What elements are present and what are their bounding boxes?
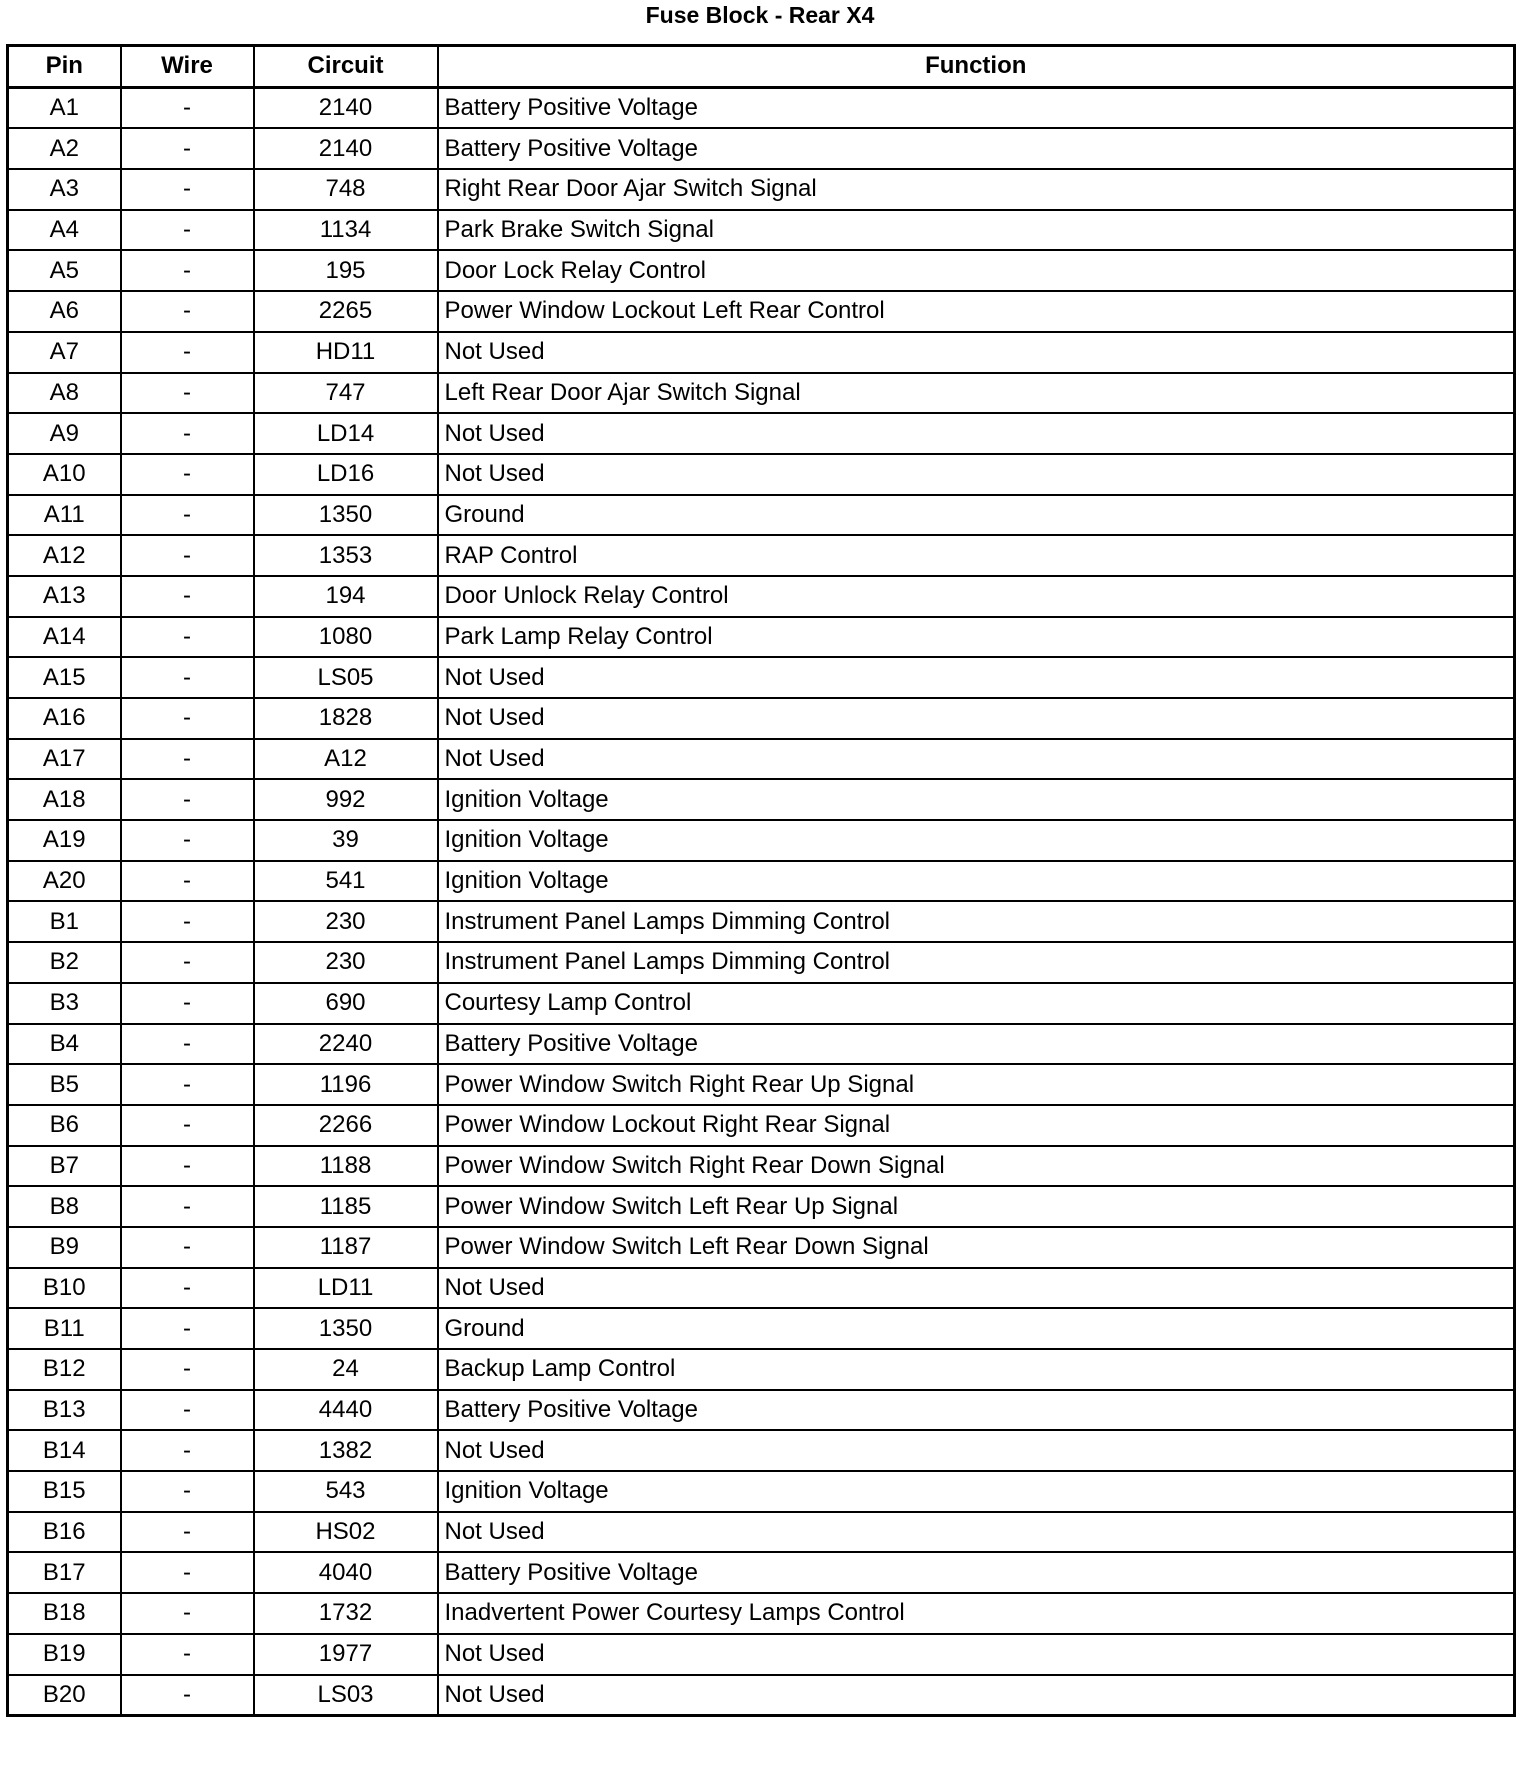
function-cell: Not Used xyxy=(438,332,1515,373)
wire-cell: - xyxy=(121,1593,254,1634)
table-row xyxy=(8,128,1515,169)
circuit-cell: 1188 xyxy=(254,1146,438,1187)
wire-cell: - xyxy=(121,495,254,536)
pin-cell: A1 xyxy=(8,87,121,128)
circuit-cell: LD14 xyxy=(254,413,438,454)
wire-cell: - xyxy=(121,1146,254,1187)
table-row xyxy=(8,332,1515,373)
function-cell: Instrument Panel Lamps Dimming Control xyxy=(438,901,1515,942)
circuit-cell: 230 xyxy=(254,942,438,983)
pin-cell: A8 xyxy=(8,373,121,414)
table-row xyxy=(8,983,1515,1024)
function-cell: Not Used xyxy=(438,1512,1515,1553)
function-cell: Not Used xyxy=(438,1430,1515,1471)
pin-cell: B19 xyxy=(8,1634,121,1675)
wire-cell: - xyxy=(121,250,254,291)
pin-cell: A12 xyxy=(8,535,121,576)
function-cell: Backup Lamp Control xyxy=(438,1349,1515,1390)
wire-cell: - xyxy=(121,373,254,414)
pin-cell: B5 xyxy=(8,1064,121,1105)
wire-cell: - xyxy=(121,128,254,169)
wire-cell: - xyxy=(121,1430,254,1471)
table-row xyxy=(8,901,1515,942)
wire-cell: - xyxy=(121,576,254,617)
function-cell: Not Used xyxy=(438,1675,1515,1716)
circuit-cell: 1185 xyxy=(254,1186,438,1227)
pin-cell: A11 xyxy=(8,495,121,536)
circuit-cell: LD11 xyxy=(254,1268,438,1309)
wire-cell: - xyxy=(121,657,254,698)
table-row xyxy=(8,861,1515,902)
pin-cell: B1 xyxy=(8,901,121,942)
function-cell: Not Used xyxy=(438,1634,1515,1675)
wire-cell: - xyxy=(121,1471,254,1512)
table-row xyxy=(8,1471,1515,1512)
wire-cell: - xyxy=(121,1024,254,1065)
function-cell: Door Unlock Relay Control xyxy=(438,576,1515,617)
function-cell: Ignition Voltage xyxy=(438,779,1515,820)
wire-cell: - xyxy=(121,87,254,128)
circuit-cell: 690 xyxy=(254,983,438,1024)
circuit-cell: 1187 xyxy=(254,1227,438,1268)
circuit-cell: 541 xyxy=(254,861,438,902)
function-cell: Park Lamp Relay Control xyxy=(438,617,1515,658)
wire-cell: - xyxy=(121,1552,254,1593)
circuit-cell: 1353 xyxy=(254,535,438,576)
pin-cell: A17 xyxy=(8,739,121,780)
function-cell: Courtesy Lamp Control xyxy=(438,983,1515,1024)
wire-cell: - xyxy=(121,820,254,861)
function-cell: Power Window Lockout Left Rear Control xyxy=(438,291,1515,332)
pin-cell: B3 xyxy=(8,983,121,1024)
table-row xyxy=(8,250,1515,291)
column-header-pin: Pin xyxy=(8,46,121,88)
pin-cell: A6 xyxy=(8,291,121,332)
function-cell: Ground xyxy=(438,1308,1515,1349)
pin-cell: B2 xyxy=(8,942,121,983)
table-body xyxy=(8,87,1515,1716)
connector-pinout-table xyxy=(6,44,1516,1717)
pin-cell: B10 xyxy=(8,1268,121,1309)
wire-cell: - xyxy=(121,1268,254,1309)
function-cell: Battery Positive Voltage xyxy=(438,1390,1515,1431)
circuit-cell: 1382 xyxy=(254,1430,438,1471)
pin-cell: B11 xyxy=(8,1308,121,1349)
table-row xyxy=(8,169,1515,210)
function-cell: RAP Control xyxy=(438,535,1515,576)
table-row xyxy=(8,413,1515,454)
function-cell: Power Window Switch Right Rear Down Signal xyxy=(438,1146,1515,1187)
function-cell: Power Window Switch Left Rear Down Signal xyxy=(438,1227,1515,1268)
table-row xyxy=(8,942,1515,983)
circuit-cell: 992 xyxy=(254,779,438,820)
table-row xyxy=(8,1593,1515,1634)
pin-cell: B8 xyxy=(8,1186,121,1227)
function-cell: Battery Positive Voltage xyxy=(438,1024,1515,1065)
circuit-cell: 39 xyxy=(254,820,438,861)
circuit-cell: 1977 xyxy=(254,1634,438,1675)
function-cell: Not Used xyxy=(438,1268,1515,1309)
pin-cell: B15 xyxy=(8,1471,121,1512)
pin-cell: B16 xyxy=(8,1512,121,1553)
table-row xyxy=(8,1024,1515,1065)
function-cell: Battery Positive Voltage xyxy=(438,1552,1515,1593)
wire-cell: - xyxy=(121,779,254,820)
table-row xyxy=(8,1308,1515,1349)
wire-cell: - xyxy=(121,1227,254,1268)
circuit-cell: 1732 xyxy=(254,1593,438,1634)
pin-cell: A10 xyxy=(8,454,121,495)
circuit-cell: 1350 xyxy=(254,495,438,536)
function-cell: Power Window Lockout Right Rear Signal xyxy=(438,1105,1515,1146)
pin-cell: A7 xyxy=(8,332,121,373)
wire-cell: - xyxy=(121,617,254,658)
wire-cell: - xyxy=(121,698,254,739)
table-row xyxy=(8,291,1515,332)
circuit-cell: 1080 xyxy=(254,617,438,658)
pin-cell: A4 xyxy=(8,210,121,251)
table-row xyxy=(8,495,1515,536)
pin-cell: A16 xyxy=(8,698,121,739)
table-row xyxy=(8,657,1515,698)
pin-cell: A18 xyxy=(8,779,121,820)
circuit-cell: 24 xyxy=(254,1349,438,1390)
function-cell: Battery Positive Voltage xyxy=(438,128,1515,169)
wire-cell: - xyxy=(121,1349,254,1390)
function-cell: Power Window Switch Right Rear Up Signal xyxy=(438,1064,1515,1105)
circuit-cell: 2240 xyxy=(254,1024,438,1065)
wire-cell: - xyxy=(121,1308,254,1349)
pin-cell: A9 xyxy=(8,413,121,454)
function-cell: Instrument Panel Lamps Dimming Control xyxy=(438,942,1515,983)
circuit-cell: HD11 xyxy=(254,332,438,373)
function-cell: Ignition Voltage xyxy=(438,820,1515,861)
pin-cell: B12 xyxy=(8,1349,121,1390)
table-row xyxy=(8,1390,1515,1431)
table-row xyxy=(8,1675,1515,1716)
function-cell: Power Window Switch Left Rear Up Signal xyxy=(438,1186,1515,1227)
wire-cell: - xyxy=(121,332,254,373)
function-cell: Not Used xyxy=(438,657,1515,698)
circuit-cell: 1196 xyxy=(254,1064,438,1105)
circuit-cell: 2265 xyxy=(254,291,438,332)
circuit-cell: 543 xyxy=(254,1471,438,1512)
table-row xyxy=(8,1268,1515,1309)
pin-cell: A2 xyxy=(8,128,121,169)
table-row xyxy=(8,779,1515,820)
circuit-cell: 747 xyxy=(254,373,438,414)
wire-cell: - xyxy=(121,1390,254,1431)
wire-cell: - xyxy=(121,210,254,251)
column-header-function: Function xyxy=(438,46,1515,88)
circuit-cell: 4440 xyxy=(254,1390,438,1431)
wire-cell: - xyxy=(121,1634,254,1675)
page-title: Fuse Block - Rear X4 xyxy=(645,2,875,28)
wire-cell: - xyxy=(121,739,254,780)
pin-cell: B18 xyxy=(8,1593,121,1634)
table-row xyxy=(8,454,1515,495)
wire-cell: - xyxy=(121,983,254,1024)
pin-cell: A14 xyxy=(8,617,121,658)
table-row xyxy=(8,576,1515,617)
pin-cell: B13 xyxy=(8,1390,121,1431)
table-row xyxy=(8,698,1515,739)
table-row xyxy=(8,1064,1515,1105)
function-cell: Ignition Voltage xyxy=(438,861,1515,902)
wire-cell: - xyxy=(121,901,254,942)
pin-cell: B17 xyxy=(8,1552,121,1593)
pin-cell: A15 xyxy=(8,657,121,698)
circuit-cell: 1828 xyxy=(254,698,438,739)
wire-cell: - xyxy=(121,1512,254,1553)
pin-cell: B7 xyxy=(8,1146,121,1187)
table-row xyxy=(8,1634,1515,1675)
circuit-cell: 2140 xyxy=(254,87,438,128)
pin-cell: B14 xyxy=(8,1430,121,1471)
circuit-cell: 748 xyxy=(254,169,438,210)
wire-cell: - xyxy=(121,1675,254,1716)
table-row xyxy=(8,535,1515,576)
table-row xyxy=(8,739,1515,780)
function-cell: Battery Positive Voltage xyxy=(438,87,1515,128)
table-row xyxy=(8,1186,1515,1227)
pin-cell: B20 xyxy=(8,1675,121,1716)
circuit-cell: 194 xyxy=(254,576,438,617)
circuit-cell: 1350 xyxy=(254,1308,438,1349)
wire-cell: - xyxy=(121,535,254,576)
table-row xyxy=(8,87,1515,128)
column-header-wire: Wire xyxy=(121,46,254,88)
table-row xyxy=(8,1552,1515,1593)
pin-cell: B4 xyxy=(8,1024,121,1065)
wire-cell: - xyxy=(121,1105,254,1146)
function-cell: Left Rear Door Ajar Switch Signal xyxy=(438,373,1515,414)
pin-cell: A19 xyxy=(8,820,121,861)
wire-cell: - xyxy=(121,942,254,983)
function-cell: Inadvertent Power Courtesy Lamps Control xyxy=(438,1593,1515,1634)
table-row xyxy=(8,1430,1515,1471)
table-row xyxy=(8,1105,1515,1146)
table-row xyxy=(8,617,1515,658)
column-header-circuit: Circuit xyxy=(254,46,438,88)
circuit-cell: 2266 xyxy=(254,1105,438,1146)
function-cell: Park Brake Switch Signal xyxy=(438,210,1515,251)
circuit-cell: 4040 xyxy=(254,1552,438,1593)
wire-cell: - xyxy=(121,169,254,210)
table-row xyxy=(8,1227,1515,1268)
circuit-cell: LS03 xyxy=(254,1675,438,1716)
wire-cell: - xyxy=(121,413,254,454)
wire-cell: - xyxy=(121,861,254,902)
pin-cell: A3 xyxy=(8,169,121,210)
pin-cell: B6 xyxy=(8,1105,121,1146)
circuit-cell: 195 xyxy=(254,250,438,291)
function-cell: Not Used xyxy=(438,698,1515,739)
pin-cell: A5 xyxy=(8,250,121,291)
wire-cell: - xyxy=(121,1064,254,1105)
wire-cell: - xyxy=(121,291,254,332)
pin-cell: B9 xyxy=(8,1227,121,1268)
table-row xyxy=(8,210,1515,251)
table-row xyxy=(8,373,1515,414)
pin-cell: A13 xyxy=(8,576,121,617)
circuit-cell: A12 xyxy=(254,739,438,780)
table-row xyxy=(8,1349,1515,1390)
function-cell: Not Used xyxy=(438,454,1515,495)
function-cell: Not Used xyxy=(438,739,1515,780)
circuit-cell: 230 xyxy=(254,901,438,942)
circuit-cell: LD16 xyxy=(254,454,438,495)
function-cell: Not Used xyxy=(438,413,1515,454)
table-header-row xyxy=(8,46,1515,88)
circuit-cell: 1134 xyxy=(254,210,438,251)
function-cell: Door Lock Relay Control xyxy=(438,250,1515,291)
circuit-cell: HS02 xyxy=(254,1512,438,1553)
wire-cell: - xyxy=(121,1186,254,1227)
table-row xyxy=(8,1512,1515,1553)
table-row xyxy=(8,1146,1515,1187)
wire-cell: - xyxy=(121,454,254,495)
pin-cell: A20 xyxy=(8,861,121,902)
circuit-cell: 2140 xyxy=(254,128,438,169)
circuit-cell: LS05 xyxy=(254,657,438,698)
function-cell: Ignition Voltage xyxy=(438,1471,1515,1512)
function-cell: Right Rear Door Ajar Switch Signal xyxy=(438,169,1515,210)
function-cell: Ground xyxy=(438,495,1515,536)
table-row xyxy=(8,820,1515,861)
